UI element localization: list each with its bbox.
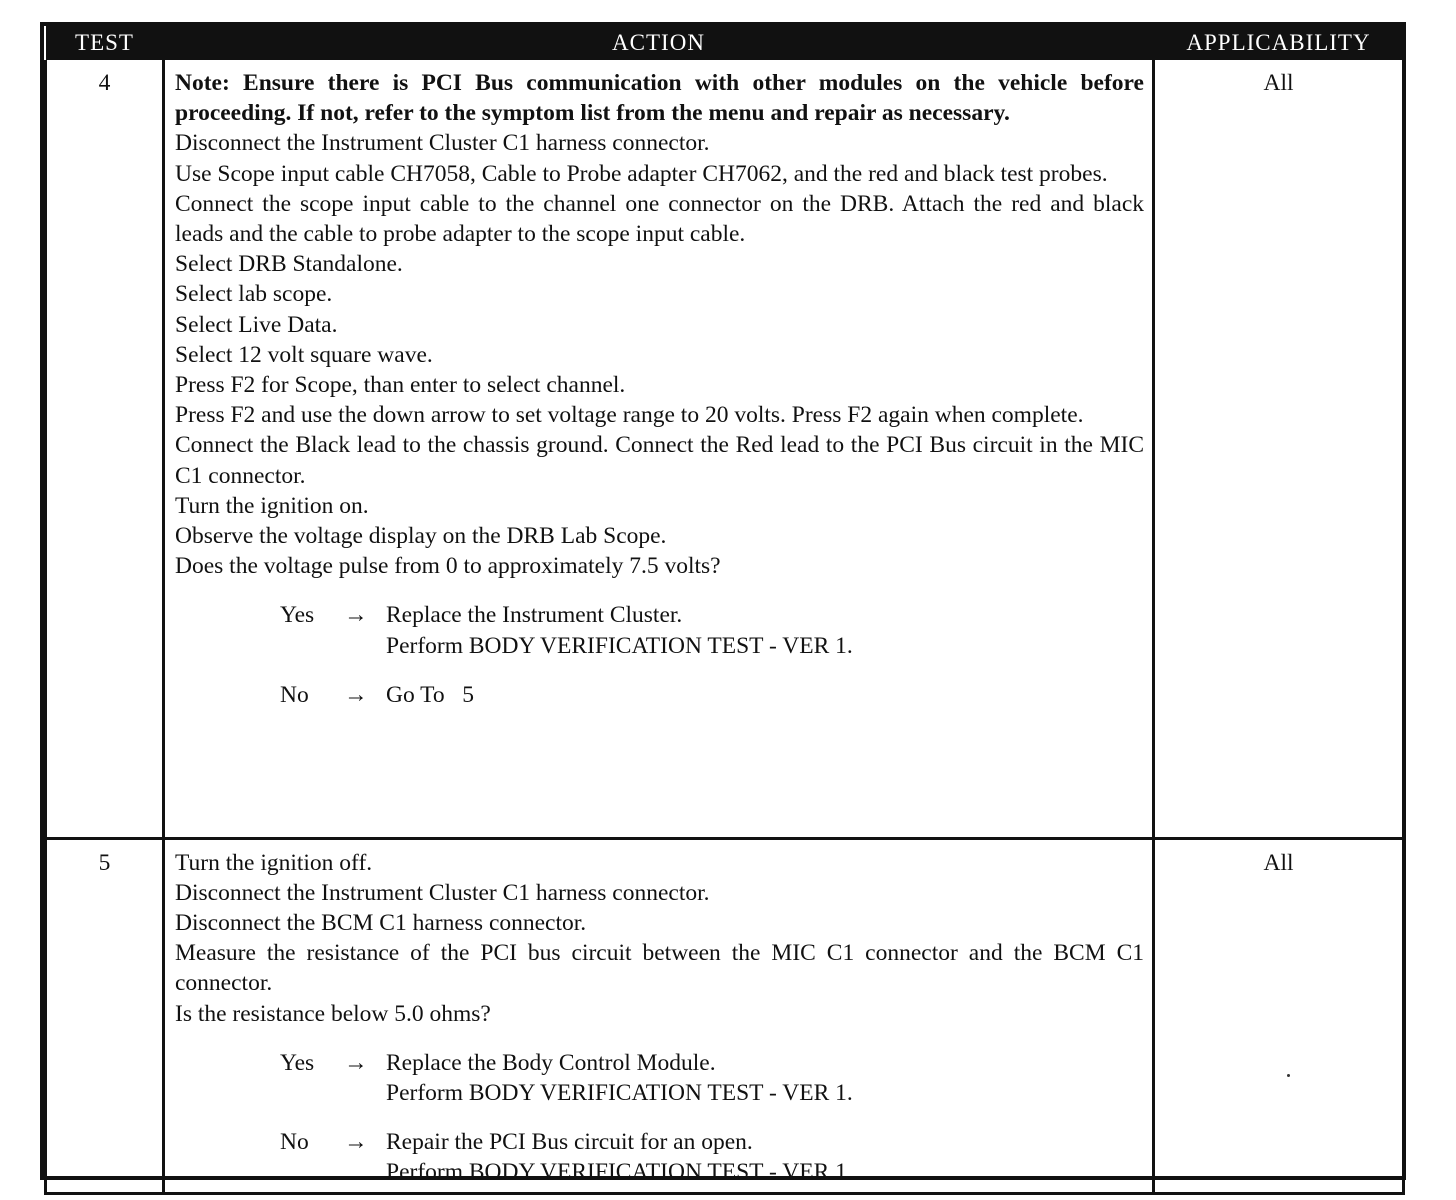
stray-dot-mark (1287, 1074, 1290, 1077)
diagnostic-table-container (40, 22, 1406, 1186)
action-cell (164, 838, 1154, 1193)
outcome-result (386, 1048, 1144, 1108)
outcome-yes (280, 1048, 1144, 1108)
header-action: ACTION (164, 26, 1154, 60)
header-test: TEST (46, 26, 164, 60)
result-line: Replace the Body Control Module. (386, 1049, 716, 1076)
step-text: Disconnect the Instrument Cluster C1 harness connector. (175, 130, 710, 157)
right-arrow-icon: → (344, 1049, 368, 1076)
right-arrow-icon: → (344, 681, 368, 708)
note-text: Note: Ensure there is PCI Bus communication with other modules on the vehicle before proceeding. If not, refer to the symptom list from the menu and repair as necessary. (175, 70, 1144, 127)
step-text: Turn the ignition off. (175, 849, 373, 876)
outcome-answer: Yes (280, 1049, 315, 1076)
result-line: Go To 5 (386, 681, 475, 708)
diagnostic-table (44, 26, 1405, 1195)
table-row (46, 838, 1404, 1193)
outcome-no (280, 680, 1144, 710)
step-text: Select Live Data. (175, 311, 338, 338)
result-line: Perform BODY VERIFICATION TEST - VER 1. (386, 632, 853, 659)
applicability-cell (1154, 838, 1404, 1193)
step-text: Connect the Black lead to the chassis ground. Connect the Red lead to the PCI Bus circuit in the MIC C1 connector. (175, 432, 1144, 489)
table-row (46, 60, 1404, 838)
outcome-no (280, 1127, 1144, 1187)
outcome-result (386, 600, 1144, 660)
step-text: Select DRB Standalone. (175, 251, 403, 278)
result-line: Repair the PCI Bus circuit for an open. (386, 1129, 753, 1156)
step-text: Press F2 and use the down arrow to set voltage range to 20 volts. Press F2 again when complete. (175, 402, 1084, 429)
step-text: Select lab scope. (175, 281, 333, 308)
action-cell (164, 60, 1154, 838)
step-question: Does the voltage pulse from 0 to approximately 7.5 volts? (175, 553, 721, 580)
outcome-yes (280, 600, 1144, 660)
right-arrow-icon: → (344, 1129, 368, 1156)
step-text: Measure the resistance of the PCI bus circuit between the MIC C1 connector and the BCM C1 connector. (175, 940, 1144, 997)
outcome-answer: Yes (280, 602, 315, 629)
outcome-answer: No (280, 681, 309, 708)
step-text: Turn the ignition on. (175, 492, 369, 519)
outcome-result (386, 1127, 1144, 1187)
step-text: Observe the voltage display on the DRB Lab Scope. (175, 523, 667, 550)
result-line: Replace the Instrument Cluster. (386, 602, 683, 629)
test-number: 5 (46, 838, 164, 1193)
outcome-answer: No (280, 1129, 309, 1156)
step-text: Use Scope input cable CH7058, Cable to Probe adapter CH7062, and the red and black test probes. (175, 160, 1108, 187)
step-question: Is the resistance below 5.0 ohms? (175, 1000, 491, 1027)
step-text: Press F2 for Scope, than enter to select channel. (175, 372, 626, 399)
step-text: Select 12 volt square wave. (175, 341, 433, 368)
applicability-value: All (1263, 849, 1294, 876)
result-line: Perform BODY VERIFICATION TEST - VER 1. (386, 1079, 853, 1106)
table-header-row (46, 26, 1404, 60)
step-text: Connect the scope input cable to the channel one connector on the DRB. Attach the red and black leads and the cable to probe adapter to the scope input cable. (175, 190, 1144, 248)
step-text: Disconnect the BCM C1 harness connector. (175, 909, 587, 936)
header-applicability: APPLICABILITY (1154, 26, 1404, 60)
applicability-value: All (1154, 60, 1404, 838)
test-number: 4 (46, 60, 164, 838)
result-line: Perform BODY VERIFICATION TEST - VER 1. (386, 1159, 853, 1186)
step-text: Disconnect the Instrument Cluster C1 harness connector. (175, 879, 710, 906)
outcome-result (386, 680, 1144, 710)
right-arrow-icon: → (344, 602, 368, 629)
